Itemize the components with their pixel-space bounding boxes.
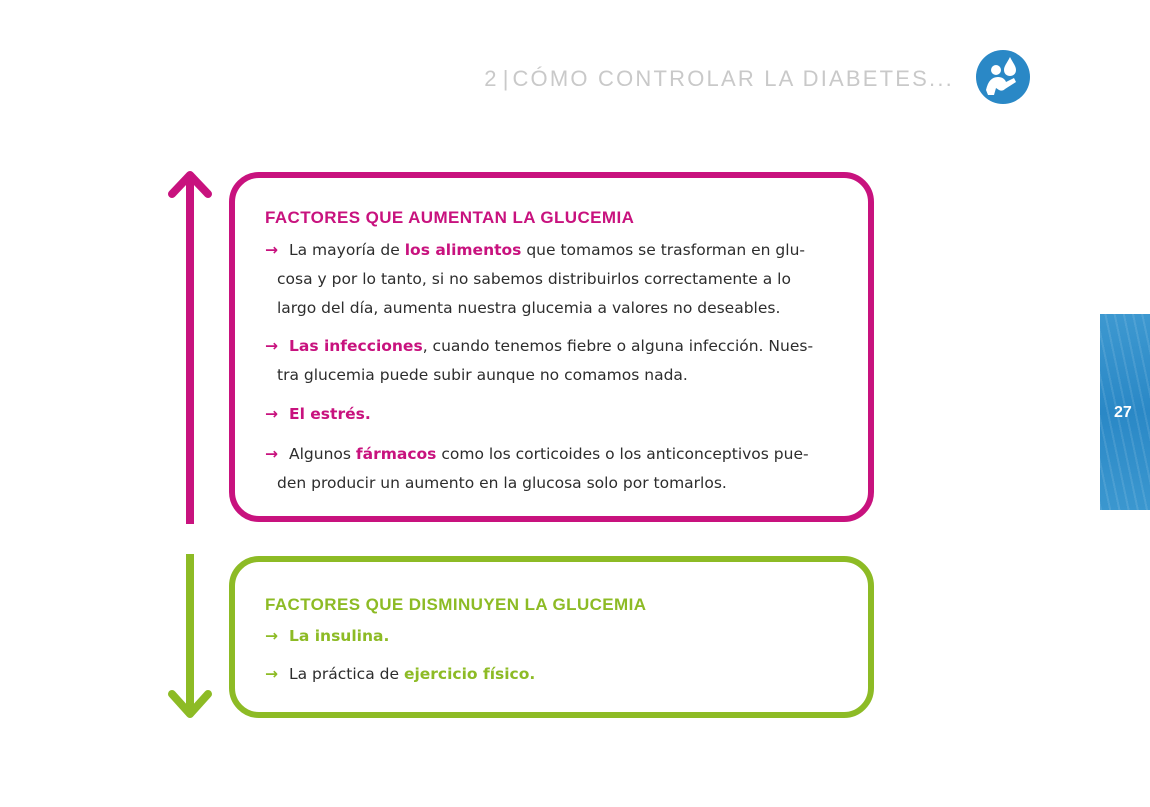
arrow-right-icon: → xyxy=(265,405,278,423)
chapter-number: 2 xyxy=(484,66,499,91)
arrow-up-icon xyxy=(168,168,212,526)
list-item xyxy=(265,622,849,651)
page-number: 27 xyxy=(1114,404,1132,421)
list-item: → Las infecciones, cuando tenemos fiebre o alguna infección. Nues- tra glucemia puede subir aunque no comamos nada. xyxy=(265,332,849,390)
arrow-right-icon: → xyxy=(265,241,278,259)
highlight-text: El estrés. xyxy=(289,405,371,423)
arrow-down-icon xyxy=(168,554,212,722)
page-side-tab xyxy=(1100,314,1150,510)
arrow-right-icon: → xyxy=(265,627,278,645)
arrow-right-icon: → xyxy=(265,445,278,463)
highlight-text: La insulina. xyxy=(289,627,390,645)
highlight-text: ejercicio físico. xyxy=(403,665,536,683)
list-item: → La mayoría de los alimentos que tomamos se trasforman en glu- cosa y por lo tanto, si no sabemos distribuirlos correctamente a lo largo del día, aumenta nuestra glucemia a valores no deseables. xyxy=(265,236,849,323)
highlight-text: los alimentos xyxy=(404,241,522,259)
arrow-right-icon: → xyxy=(265,665,278,683)
list-item: → Algunos fármacos como los corticoides o los anticonceptivos pue- den producir un aumento en la glucosa solo por tomarlos. xyxy=(265,440,849,498)
highlight-text: Las infecciones xyxy=(289,337,423,355)
decrease-factors-box xyxy=(229,556,874,718)
list-item xyxy=(265,400,849,429)
chapter-title: CÓMO CONTROLAR LA DIABETES... xyxy=(512,66,954,91)
chapter-separator: | xyxy=(502,66,509,91)
arrow-right-icon: → xyxy=(265,337,278,355)
highlight-text: fármacos xyxy=(355,445,437,463)
increase-factors-title: FACTORES QUE AUMENTAN LA GLUCEMIA xyxy=(265,208,635,227)
decrease-factors-title: FACTORES QUE DISMINUYEN LA GLUCEMIA xyxy=(265,595,647,614)
list-item: → La práctica de ejercicio físico. xyxy=(265,660,849,689)
chapter-header xyxy=(484,66,954,92)
increase-factors-box xyxy=(229,172,874,522)
person-drop-logo-icon xyxy=(974,48,1032,106)
